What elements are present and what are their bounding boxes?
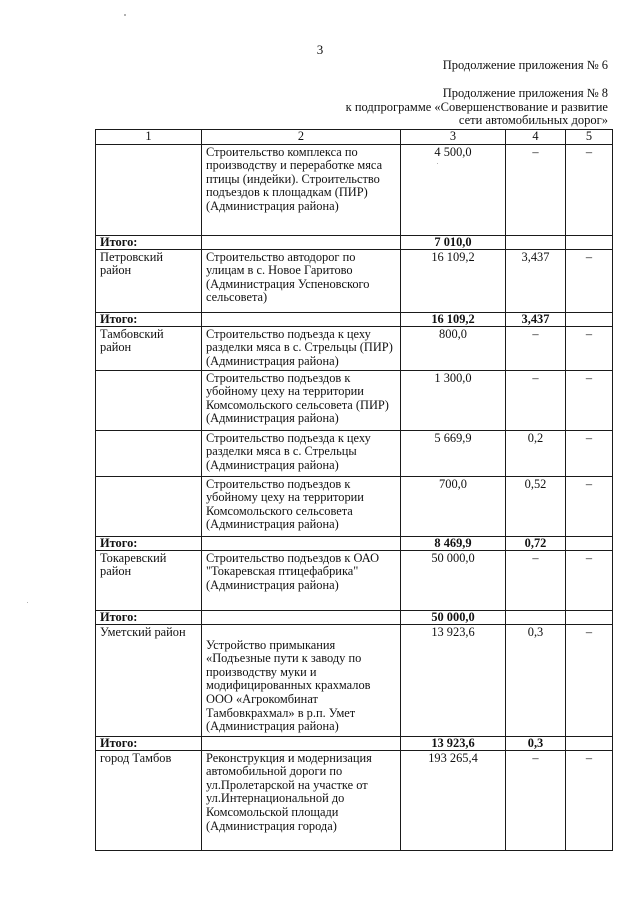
table-row xyxy=(96,249,613,312)
total-col5 xyxy=(566,235,613,249)
table-row xyxy=(96,430,613,476)
total-row xyxy=(96,736,613,750)
col5-cell: – xyxy=(566,550,613,610)
appendix-continuation-8: Продолжение приложения № 8 xyxy=(442,86,608,100)
amount-cell: 13 923,6 xyxy=(401,624,506,736)
amount-cell: 4 500,0 xyxy=(401,144,506,235)
total-label: Итого: xyxy=(96,610,202,624)
total-amount: 50 000,0 xyxy=(401,610,506,624)
total-length xyxy=(506,235,566,249)
total-amount: 7 010,0 xyxy=(401,235,506,249)
scan-speck xyxy=(124,14,126,16)
column-number: 5 xyxy=(566,130,613,145)
district-name: Тамбовский район xyxy=(96,326,202,370)
total-label: Итого: xyxy=(96,536,202,550)
col5-cell: – xyxy=(566,249,613,312)
table-row xyxy=(96,476,613,536)
scan-speck xyxy=(27,602,28,603)
total-label: Итого: xyxy=(96,235,202,249)
length-cell: – xyxy=(506,370,566,430)
table-row xyxy=(96,370,613,430)
district-cell xyxy=(96,430,202,476)
amount-cell: 16 109,2 xyxy=(401,249,506,312)
total-row xyxy=(96,536,613,550)
column-number: 2 xyxy=(202,130,401,145)
length-cell: – xyxy=(506,144,566,235)
length-cell: 0,52 xyxy=(506,476,566,536)
total-amount: 8 469,9 xyxy=(401,536,506,550)
col5-cell: – xyxy=(566,326,613,370)
amount-cell: 1 300,0 xyxy=(401,370,506,430)
appendix-continuation-6: Продолжение приложения № 6 xyxy=(442,58,608,72)
table-row xyxy=(96,550,613,610)
total-amount: 13 923,6 xyxy=(401,736,506,750)
col5-cell: – xyxy=(566,624,613,736)
length-cell: – xyxy=(506,550,566,610)
work-description: Строительство автодорог по улицам в с. Новое Гаритово (Администрация Успеновского сельсовета) xyxy=(202,249,401,312)
col5-cell: – xyxy=(566,476,613,536)
empty-cell xyxy=(202,235,401,249)
district-cell xyxy=(96,476,202,536)
total-row xyxy=(96,235,613,249)
district-name: город Тамбов xyxy=(96,750,202,850)
empty-cell xyxy=(202,736,401,750)
district-cell xyxy=(96,144,202,235)
work-description: Строительство подъездов к ОАО "Токаревская птицефабрика" (Администрация района) xyxy=(202,550,401,610)
column-number-row xyxy=(96,130,613,145)
district-name: Уметский район xyxy=(96,624,202,736)
length-cell: 0,2 xyxy=(506,430,566,476)
amount-cell: 50 000,0 xyxy=(401,550,506,610)
district-name: Петровский район xyxy=(96,249,202,312)
subprogram-caption-line1: к подпрограмме «Совершенствование и развитие xyxy=(345,100,608,114)
total-label: Итого: xyxy=(96,312,202,326)
total-length: 0,72 xyxy=(506,536,566,550)
total-length: 0,3 xyxy=(506,736,566,750)
total-length xyxy=(506,610,566,624)
total-length: 3,437 xyxy=(506,312,566,326)
table-row xyxy=(96,624,613,736)
length-cell: 3,437 xyxy=(506,249,566,312)
district-cell xyxy=(96,370,202,430)
empty-cell xyxy=(202,312,401,326)
length-cell: – xyxy=(506,326,566,370)
table-row xyxy=(96,144,613,235)
length-cell: 0,3 xyxy=(506,624,566,736)
total-col5 xyxy=(566,312,613,326)
column-number: 4 xyxy=(506,130,566,145)
total-col5 xyxy=(566,610,613,624)
empty-cell xyxy=(202,610,401,624)
amount-cell: 193 265,4 xyxy=(401,750,506,850)
work-description: Строительство подъезда к цеху разделки мяса в с. Стрельцы (Администрация района) xyxy=(202,430,401,476)
column-number: 3 xyxy=(401,130,506,145)
page-number: 3 xyxy=(316,42,324,57)
subprogram-caption-line2: сети автомобильных дорог» xyxy=(458,113,608,127)
col5-cell: – xyxy=(566,430,613,476)
col5-cell: – xyxy=(566,370,613,430)
district-name: Токаревский район xyxy=(96,550,202,610)
col5-cell: – xyxy=(566,144,613,235)
total-col5 xyxy=(566,736,613,750)
total-row xyxy=(96,610,613,624)
work-description: Строительство подъезда к цеху разделки мяса в с. Стрельцы (ПИР) (Администрация района) xyxy=(202,326,401,370)
column-number: 1 xyxy=(96,130,202,145)
table-row xyxy=(96,326,613,370)
amount-cell: 700,0 xyxy=(401,476,506,536)
work-description: Устройство примыкания «Подъезные пути к заводу по производству муки и модифицированных крахмалов ООО «Агрокомбинат Тамбовкрахмал» в р.п. Умет (Администрация района) xyxy=(202,624,401,736)
work-description: Строительство подъездов к убойному цеху на территории Комсомольского сельсовета (Администрация района) xyxy=(202,476,401,536)
work-description: Строительство подъездов к убойному цеху на территории Комсомольского сельсовета (ПИР) (Администрация района) xyxy=(202,370,401,430)
amount-cell: 5 669,9 xyxy=(401,430,506,476)
total-label: Итого: xyxy=(96,736,202,750)
total-col5 xyxy=(566,536,613,550)
amount-cell: 800,0 xyxy=(401,326,506,370)
col5-cell: – xyxy=(566,750,613,850)
total-amount: 16 109,2 xyxy=(401,312,506,326)
table-row xyxy=(96,750,613,850)
work-description: Строительство комплекса по производству и переработке мяса птицы (индейки). Строительство подъездов к площадкам (ПИР) (Администрация района) xyxy=(202,144,401,235)
empty-cell xyxy=(202,536,401,550)
total-row xyxy=(96,312,613,326)
length-cell: – xyxy=(506,750,566,850)
work-description: Реконструкция и модернизация автомобильной дороги по ул.Пролетарской на участке от ул.Интернациональной до Комсомольской площади (Администрация города) xyxy=(202,750,401,850)
program-table xyxy=(95,129,613,851)
